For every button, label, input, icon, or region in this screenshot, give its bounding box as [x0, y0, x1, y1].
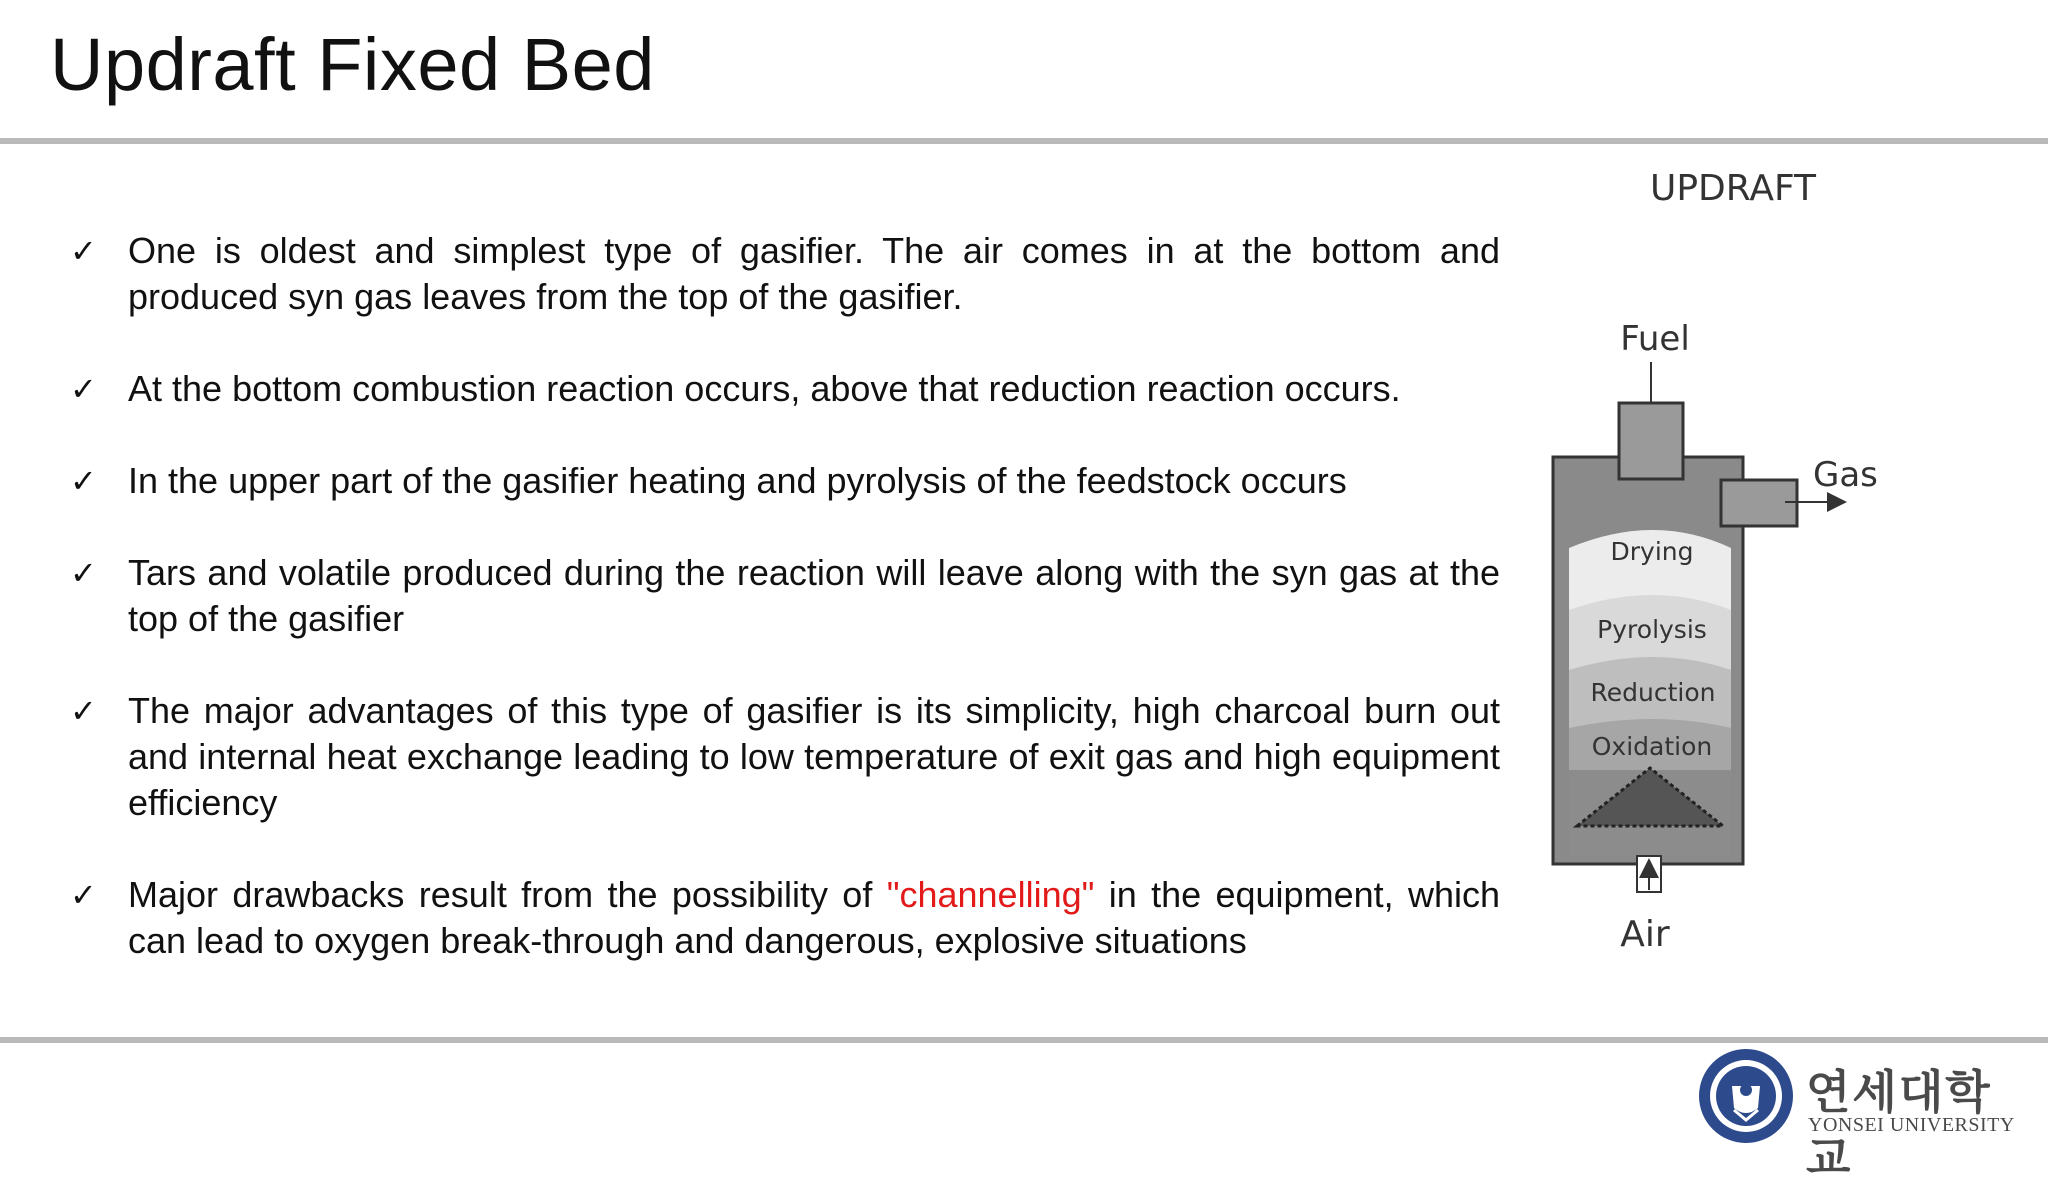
- slide-title: Updraft Fixed Bed: [50, 23, 655, 106]
- zone-label-drying: Drying: [1610, 537, 1694, 566]
- check-icon: ✓: [70, 554, 97, 592]
- university-logo: [1696, 1046, 2036, 1185]
- bullet-text: In the upper part of the gasifier heating and pyrolysis of the feedstock occurs: [128, 460, 1347, 501]
- bullet-text: One is oldest and simplest type of gasifier. The air comes in at the bottom and produced syn gas leaves from the top of the gasifier.: [128, 230, 1500, 317]
- check-icon: ✓: [70, 232, 97, 270]
- check-icon: ✓: [70, 370, 97, 408]
- bullet-text-start: Major drawbacks result from the possibility of: [128, 874, 887, 915]
- bullet-text: The major advantages of this type of gasifier is its simplicity, high charcoal burn out and internal heat exchange leading to low temperature of exit gas and high equipment efficiency: [128, 690, 1500, 823]
- channelling-highlight: "channelling": [886, 874, 1095, 915]
- bullet-item: [70, 872, 1500, 964]
- bullet-text: [128, 872, 1500, 964]
- bullet-text: At the bottom combustion reaction occurs, above that reduction reaction occurs.: [128, 368, 1401, 409]
- university-seal-icon: [1696, 1046, 1796, 1146]
- logo-korean-name: 연세대학교: [1806, 1065, 1992, 1185]
- bullet-item: [70, 366, 1500, 412]
- bullet-text: Tars and volatile produced during the reaction will leave along with the syn gas at the top of the gasifier: [128, 552, 1500, 639]
- check-icon: ✓: [70, 692, 97, 730]
- check-icon: ✓: [70, 876, 97, 914]
- air-label: Air: [1620, 914, 1670, 955]
- updraft-gasifier-diagram: [1525, 150, 1905, 980]
- bullet-item: [70, 458, 1500, 504]
- diagram-title: UPDRAFT: [1650, 168, 1817, 209]
- zone-label-oxidation: Oxidation: [1591, 732, 1713, 761]
- bottom-divider: [0, 1037, 2048, 1043]
- zone-label-pyrolysis: Pyrolysis: [1597, 615, 1707, 644]
- logo-english-name: YONSEI UNIVERSITY: [1808, 1114, 2015, 1136]
- bullet-item: [70, 688, 1500, 826]
- check-icon: ✓: [70, 462, 97, 500]
- bullet-text-end: in the equipment, which can lead to oxygen break-through and dangerous, explosive situations: [128, 874, 1501, 961]
- gas-label: Gas: [1813, 455, 1878, 495]
- fuel-hopper: [1619, 403, 1683, 479]
- bullet-item: [70, 228, 1500, 320]
- zone-label-reduction: Reduction: [1590, 678, 1716, 707]
- fuel-label: Fuel: [1620, 319, 1690, 359]
- top-divider: [0, 138, 2048, 144]
- bullet-list: [70, 228, 1500, 1010]
- bullet-item: [70, 550, 1500, 642]
